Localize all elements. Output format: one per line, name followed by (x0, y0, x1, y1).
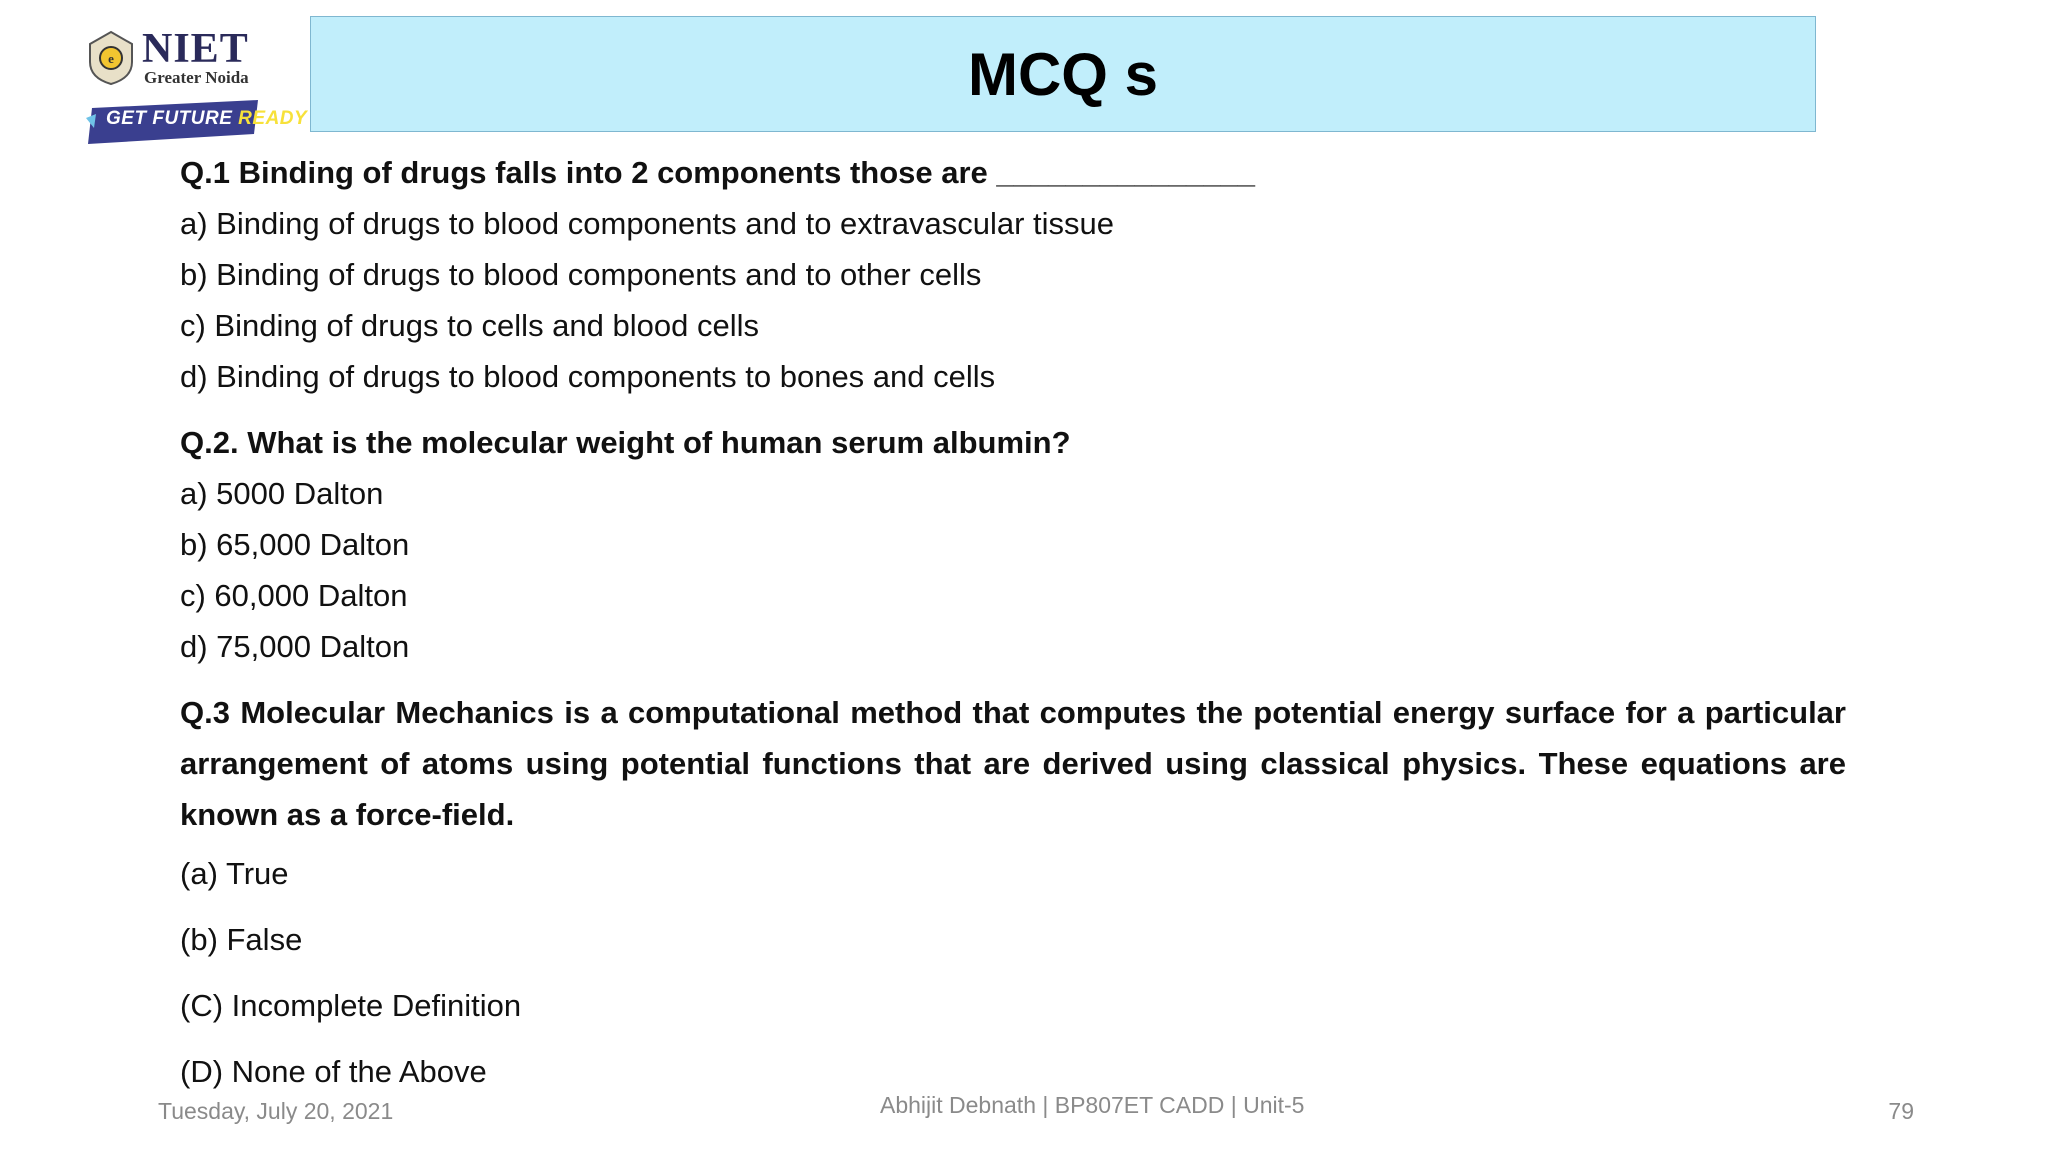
q1-option-a: a) Binding of drugs to blood components and to extravascular tissue (180, 206, 1114, 241)
question-1: Q.1 Binding of drugs falls into 2 components those are _______________ (180, 155, 1256, 190)
crest-icon (86, 30, 136, 86)
q2-option-c: c) 60,000 Dalton (180, 578, 408, 613)
q1-option-b: b) Binding of drugs to blood components and to other cells (180, 257, 982, 292)
badge-text-ready: READY (238, 108, 308, 129)
q1-option-d: d) Binding of drugs to blood components to bones and cells (180, 359, 996, 394)
q2-option-a: a) 5000 Dalton (180, 476, 384, 511)
q3-option-b: (b) False (180, 922, 303, 957)
footer-date: Tuesday, July 20, 2021 (158, 1098, 394, 1124)
q1-option-c: c) Binding of drugs to cells and blood cells (180, 308, 759, 343)
slide-content (180, 147, 1846, 1105)
q3-option-c: (C) Incomplete Definition (180, 988, 522, 1023)
svg-text:e: e (108, 51, 114, 66)
q3-option-a: (a) True (180, 856, 289, 891)
question-2: Q.2. What is the molecular weight of human serum albumin? (180, 425, 1071, 460)
slide-title: MCQ s (967, 40, 1159, 108)
niet-logo (86, 26, 308, 150)
question-3: Q.3 Molecular Mechanics is a computational method that computes the potential energy surface for a particular arrangement of atoms using potential functions that are derived using classical physics. These equations are known as a force-field. (180, 695, 1846, 832)
badge-text-get-future: GET FUTURE (106, 108, 233, 129)
q2-option-d: d) 75,000 Dalton (180, 629, 410, 664)
badge-text (106, 108, 307, 130)
q2-option-b: b) 65,000 Dalton (180, 527, 410, 562)
q3-option-d: (D) None of the Above (180, 1054, 487, 1089)
title-banner (310, 16, 1816, 132)
logo-name: NIET (142, 26, 249, 72)
footer-author: Abhijit Debnath | BP807ET CADD | Unit-5 (880, 1092, 1305, 1118)
logo-city: Greater Noida (144, 68, 249, 87)
page-number: 79 (1888, 1098, 1914, 1124)
